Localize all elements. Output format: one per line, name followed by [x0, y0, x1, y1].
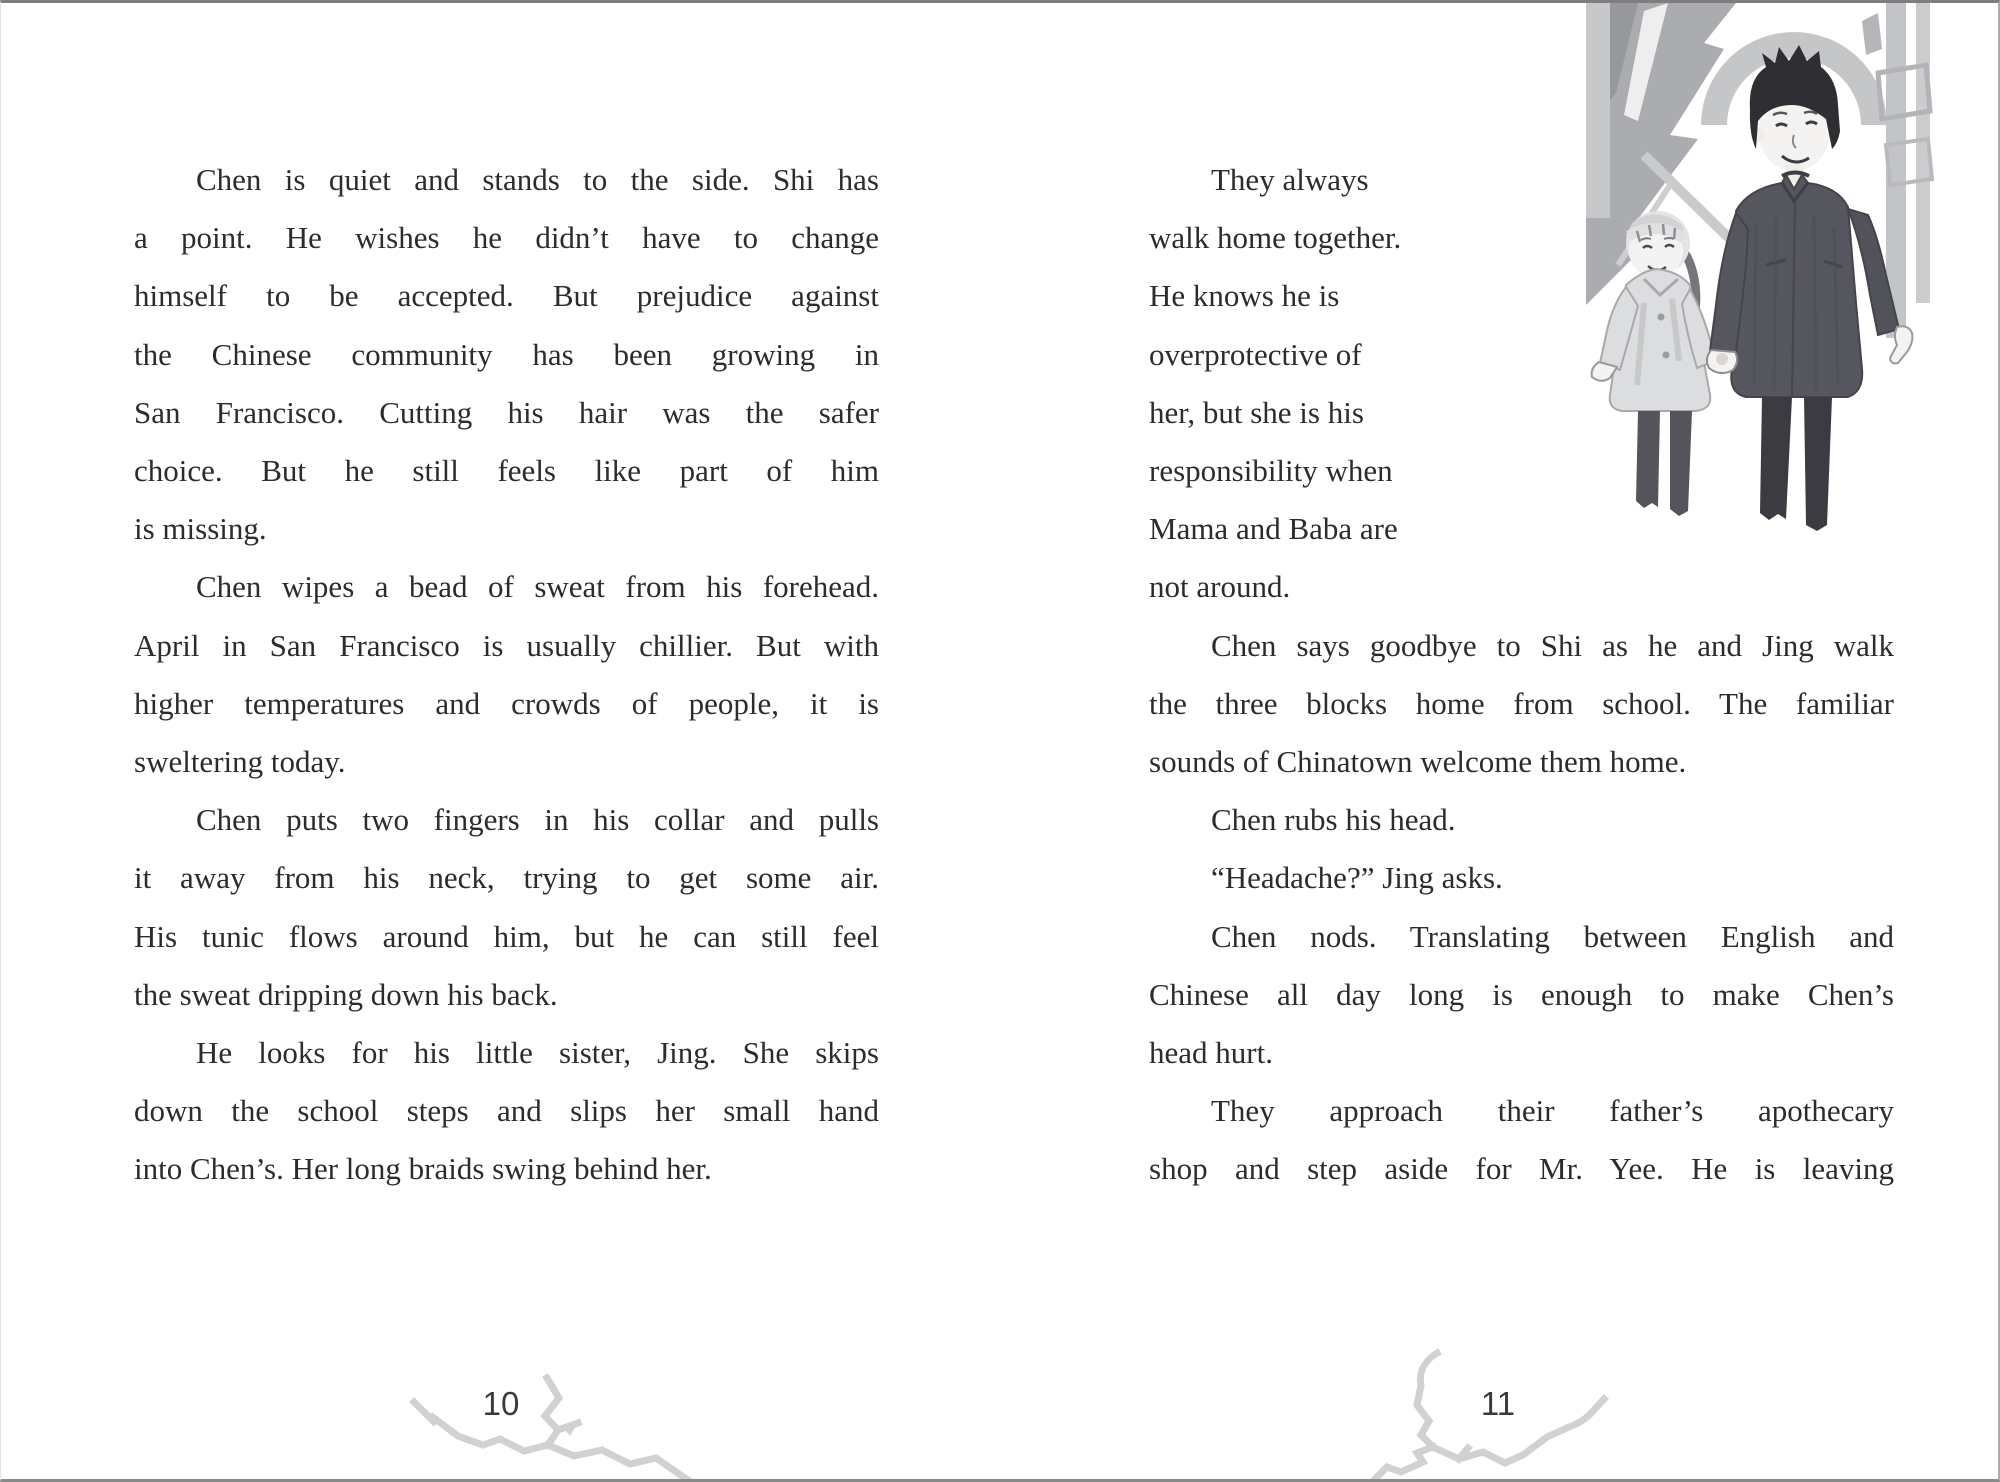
text-line: responsibility when: [1149, 453, 1393, 489]
text-line: overprotective of: [1149, 336, 1362, 372]
text-line: San Francisco. Cutting his hair was the safer: [134, 394, 879, 430]
page-number-right: 11: [1480, 1385, 1516, 1422]
text-line: Mama and Baba are: [1149, 511, 1398, 547]
text-line: April in San Francisco is usually chillier. But with: [134, 627, 879, 663]
text-line: himself to be accepted. But prejudice against: [134, 278, 879, 314]
paragraph: [134, 558, 879, 791]
paragraph: [134, 791, 879, 1024]
text-line: the sweat dripping down his back.: [134, 976, 558, 1012]
text-line: a point. He wishes he didn’t have to change: [134, 220, 879, 256]
page-number-left: 10: [482, 1385, 520, 1422]
text-line: head hurt.: [1149, 1035, 1273, 1071]
text-line: the Chinese community has been growing in: [134, 336, 879, 372]
paragraph: [134, 1024, 879, 1199]
text-line: the three blocks home from school. The familiar: [1149, 685, 1894, 721]
right-page-text-beside-illustration: [1149, 151, 1471, 617]
left-page-text: [134, 151, 879, 1199]
text-line: not around.: [1149, 569, 1291, 605]
text-line: They always: [1211, 162, 1369, 197]
text-line: her, but she is his: [1149, 394, 1364, 430]
paragraph: [1149, 1082, 1894, 1198]
text-line: sounds of Chinatown welcome them home.: [1149, 744, 1687, 779]
text-line: choice. But he still feels like part of him: [134, 453, 879, 489]
text-line: it away from his neck, trying to get some air.: [134, 860, 879, 896]
text-line: He knows he is: [1149, 278, 1340, 314]
paragraph: [1149, 849, 1894, 907]
text-line: down the school steps and slips her small hand: [134, 1093, 879, 1129]
text-line: Chen rubs his head.: [1211, 802, 1456, 838]
paragraph: [1149, 791, 1894, 849]
text-line: higher temperatures and crowds of people, it is: [134, 685, 879, 721]
text-line: is missing.: [134, 511, 267, 547]
text-line: Chen is quiet and stands to the side. Shi has: [196, 162, 879, 197]
chen-and-jing-holding-hands-illustration: [1586, 3, 1951, 553]
text-line: Chen puts two fingers in his collar and pulls: [196, 802, 879, 838]
text-line: His tunic flows around him, but he can still feel: [134, 918, 879, 954]
text-line: He looks for his little sister, Jing. She skips: [196, 1035, 879, 1071]
text-line: sweltering today.: [134, 744, 346, 780]
paragraph: [134, 151, 879, 558]
right-page-text: [1149, 617, 1894, 1199]
text-line: shop and step aside for Mr. Yee. He is leaving: [1149, 1151, 1894, 1187]
paragraph: [1149, 617, 1894, 792]
text-line: Chinese all day long is enough to make Chen’s: [1149, 976, 1894, 1012]
text-line: They approach their father’s apothecary: [1211, 1093, 1894, 1129]
paragraph: [1149, 151, 1471, 617]
paragraph: [1149, 908, 1894, 1083]
text-line: Chen says goodbye to Shi as he and Jing walk: [1211, 627, 1894, 663]
text-line: Chen nods. Translating between English and: [1211, 918, 1894, 954]
text-line: “Headache?” Jing asks.: [1211, 860, 1503, 896]
text-line: into Chen’s. Her long braids swing behind her.: [134, 1151, 712, 1187]
text-line: walk home together.: [1149, 220, 1402, 256]
text-line: Chen wipes a bead of sweat from his forehead.: [196, 569, 879, 605]
